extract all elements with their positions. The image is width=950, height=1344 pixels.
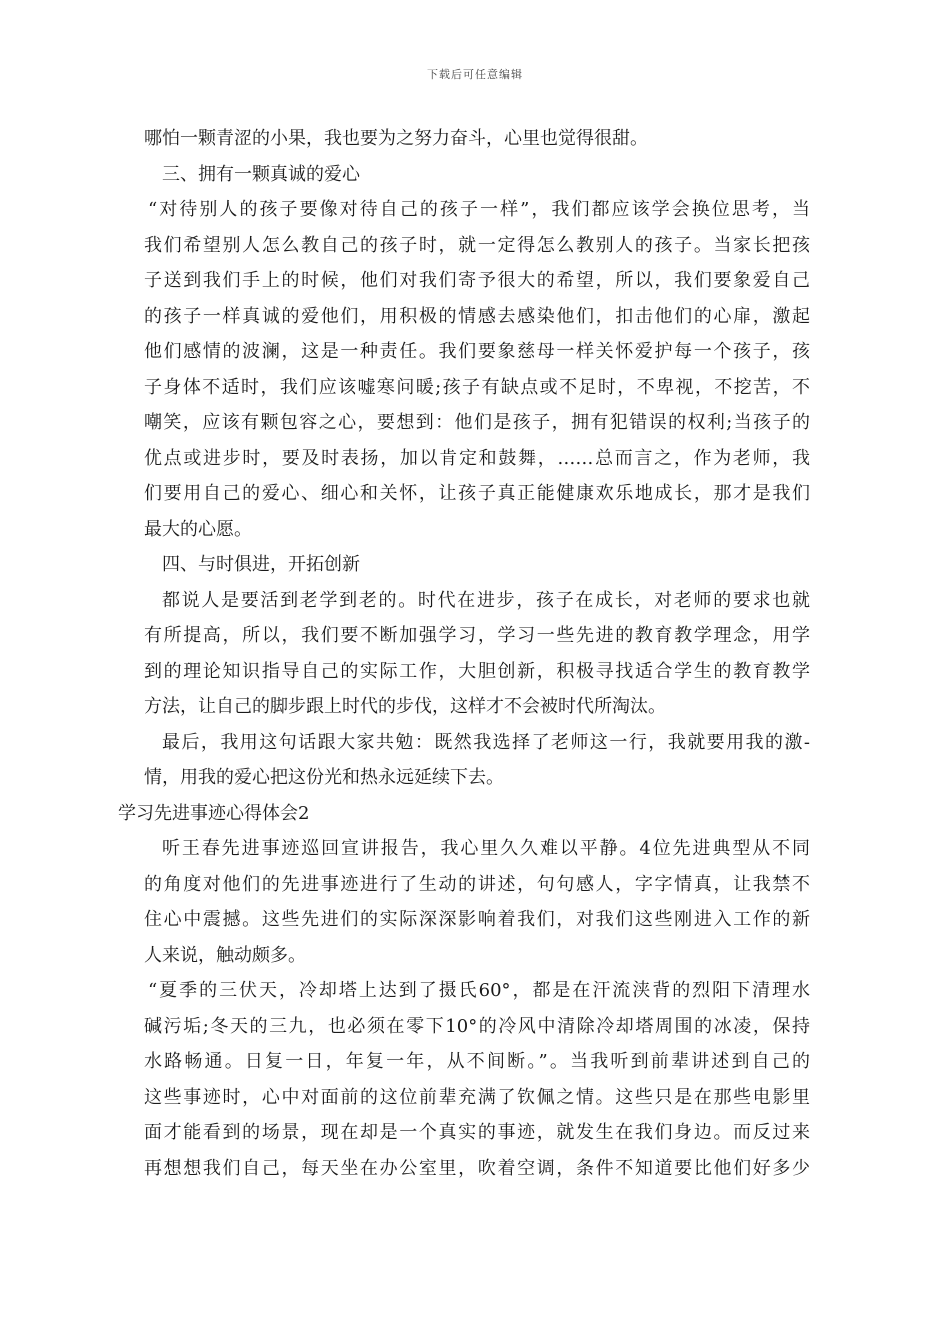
paragraph-line: 这些事迹时，心中对面前的这位前辈充满了钦佩之情。这些只是在那些电影里 xyxy=(144,1086,810,1108)
article-title: 学习先进事迹心得体会2 xyxy=(118,802,310,824)
paragraph-line: 人来说，触动颇多。 xyxy=(144,944,306,966)
paragraph-line: 的角度对他们的先进事迹进行了生动的讲述，句句感人，字字情真，让我禁不 xyxy=(144,873,810,895)
paragraph-line: 我们希望别人怎么教自己的孩子时，就一定得怎么教别人的孩子。当家长把孩 xyxy=(144,234,810,256)
section-heading: 四、与时俱进，开拓创新 xyxy=(162,554,360,575)
paragraph-line: “夏季的三伏天，冷却塔上达到了摄氏60°，都是在汗流浃背的烈阳下清理水 xyxy=(148,980,810,1001)
paragraph-line: 子身体不适时，我们应该嘘寒问暖;孩子有缺点或不足时，不卑视，不挖苦，不 xyxy=(144,376,810,398)
paragraph-line: 都说人是要活到老学到老的。时代在进步，孩子在成长，对老师的要求也就 xyxy=(162,589,810,611)
document-body xyxy=(118,121,810,1186)
paragraph-line: 的孩子一样真诚的爱他们，用积极的情感去感染他们，扣击他们的心扉，激起 xyxy=(144,305,810,327)
paragraph-line: 听王春先进事迹巡回宣讲报告，我心里久久难以平静。4位先进典型从不同 xyxy=(162,838,810,859)
paragraph-line: 面才能看到的场景，现在却是一个真实的事迹，就发生在我们身边。而反过来 xyxy=(144,1122,810,1143)
paragraph-line: 碱污垢;冬天的三九，也必须在零下10°的冷风中清除冷却塔周围的冰凌，保持 xyxy=(144,1015,810,1037)
paragraph-line: 子送到我们手上的时候，他们对我们寄予很大的希望，所以，我们要象爱自己 xyxy=(144,270,810,291)
paragraph-line: 最大的心愿。 xyxy=(144,518,252,540)
paragraph-line: 最后，我用这句话跟大家共勉：既然我选择了老师这一行，我就要用我的激- xyxy=(162,731,810,753)
section-heading: 三、拥有一颗真诚的爱心 xyxy=(162,163,360,185)
paragraph-line: 方法，让自己的脚步跟上时代的步伐，这样才不会被时代所淘汰。 xyxy=(144,696,666,717)
page-header: 下载后可任意编辑 xyxy=(427,68,523,81)
paragraph-line: 优点或进步时，要及时表扬，加以肯定和鼓舞，……总而言之，作为老师，我 xyxy=(144,447,810,469)
paragraph-line: 有所提高，所以，我们要不断加强学习，学习一些先进的教育教学理念，用学 xyxy=(144,625,810,646)
paragraph-line: 水路畅通。日复一日，年复一年，从不间断。”。当我听到前辈讲述到自己的 xyxy=(144,1051,810,1072)
paragraph-line: 哪怕一颗青涩的小果，我也要为之努力奋斗，心里也觉得很甜。 xyxy=(144,128,648,149)
paragraph-line: 们要用自己的爱心、细心和关怀，让孩子真正能健康欢乐地成长，那才是我们 xyxy=(144,483,810,504)
paragraph-line: 到的理论知识指导自己的实际工作，大胆创新，积极寻找适合学生的教育教学 xyxy=(144,660,810,682)
paragraph-line: 情，用我的爱心把这份光和热永远延续下去。 xyxy=(144,767,504,788)
paragraph-line: 住心中震撼。这些先进们的实际深深影响着我们，对我们这些刚进入工作的新 xyxy=(144,909,810,930)
paragraph-line: 再想想我们自己，每天坐在办公室里，吹着空调，条件不知道要比他们好多少 xyxy=(144,1157,810,1179)
paragraph-line: 嘲笑，应该有颗包容之心，要想到：他们是孩子，拥有犯错误的权利;当孩子的 xyxy=(144,412,810,433)
paragraph-line: 他们感情的波澜，这是一种责任。我们要象慈母一样关怀爱护每一个孩子，孩 xyxy=(144,341,810,362)
paragraph-line: “对待别人的孩子要像对待自己的孩子一样”，我们都应该学会换位思考，当 xyxy=(148,199,810,220)
